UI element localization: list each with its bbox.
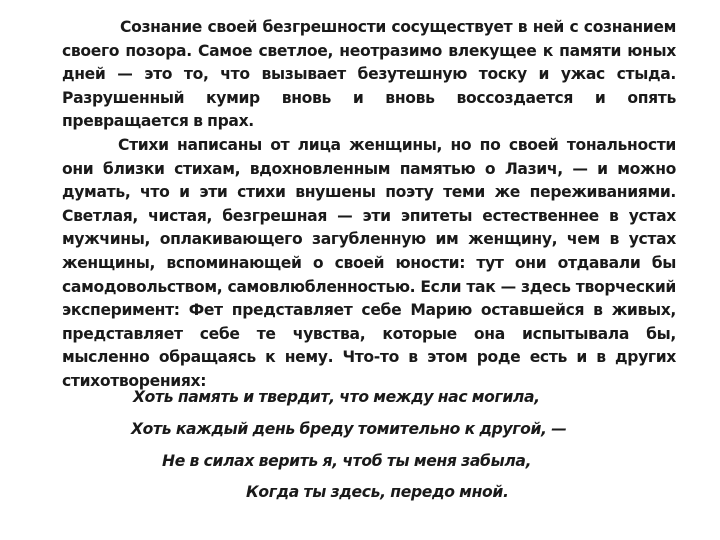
poem-line-3: Не в силах верить я, чтоб ты меня забыла,: [162, 452, 532, 470]
paragraph-2: Стихи написаны от лица женщины, но по своей тональности они близки стихам, вдохновленным памятью о Лазич, — и можно думать, что и эти стихи внушены поэту теми же переживаниями. Светлая, чистая, безгрешная — эти эпитеты естественнее в устах мужчины, оплакивающего загубленную им женщину, чем в устах женщины, вспоминающей о своей юности: тут они отдавали бы самодовольством, самовлюбленностью. Если так — здесь творческий эксперимент: Фет представляет себе Марию оставшейся в живых, представляет себе те чувства, которые она испытывала бы, мысленно обращаясь к нему. Что-то в этом роде есть и в других стихотворениях:: [62, 135, 676, 390]
poem-line-2: Хоть каждый день бреду томительно к другой, —: [131, 420, 567, 438]
body-text: [62, 16, 676, 394]
poem-line-4: Когда ты здесь, передо мной.: [246, 483, 509, 501]
poem-line-1: Хоть память и твердит, что между нас могила,: [133, 388, 540, 406]
paragraph-1: Сознание своей безгрешности сосуществует в ней с сознанием своего позора. Самое светлое, неотразимо влекущее к памяти юных дней — это то, что вызывает безутешную тоску и ужас стыда. Разрушенный кумир вновь и вновь воссоздается и опять превращается в прах.: [62, 18, 676, 131]
